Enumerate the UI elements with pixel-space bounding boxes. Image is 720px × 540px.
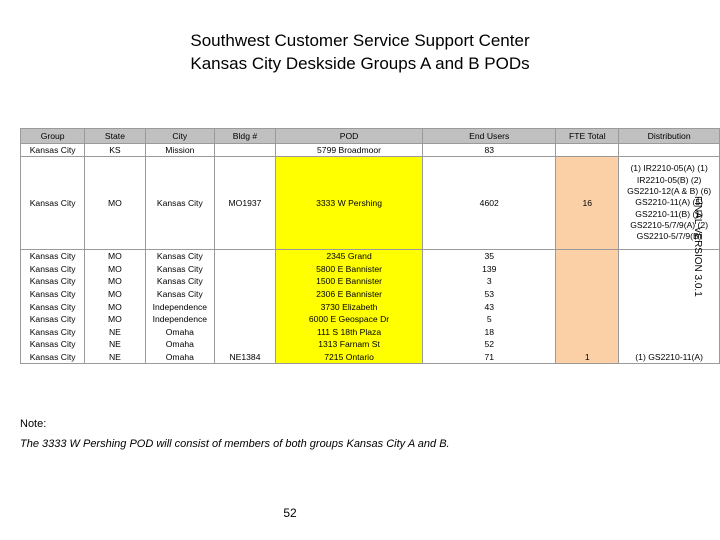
cell-users: 3 [423, 275, 556, 288]
cell-fte-highlighted [556, 288, 619, 301]
cell-pod: 5799 Broadmoor [275, 144, 422, 157]
cell-state: MO [85, 313, 145, 326]
cell-distribution [619, 300, 720, 313]
cell-state: MO [85, 263, 145, 276]
header-state: State [85, 129, 145, 144]
cell-fte-highlighted [556, 300, 619, 313]
cell-bldg [215, 326, 276, 339]
cell-city: Kansas City [145, 288, 214, 301]
table-row [21, 275, 720, 288]
cell-bldg [215, 144, 276, 157]
note-heading: Note: [20, 418, 47, 430]
table-row [21, 263, 720, 276]
cell-pod-highlighted: 2306 E Bannister [275, 288, 422, 301]
cell-bldg [215, 288, 276, 301]
cell-pod-highlighted: 6000 E Geospace Dr [275, 313, 422, 326]
cell-group: Kansas City [21, 351, 85, 364]
header-bldg: Bldg # [215, 129, 276, 144]
cell-fte-highlighted: 16 [556, 157, 619, 250]
cell-city: Omaha [145, 338, 214, 351]
cell-state: NE [85, 351, 145, 364]
cell-fte-highlighted [556, 338, 619, 351]
cell-distribution [619, 144, 720, 157]
table-row [21, 250, 720, 263]
cell-bldg [215, 300, 276, 313]
cell-users: 35 [423, 250, 556, 263]
cell-pod-highlighted: 3333 W Pershing [275, 157, 422, 250]
cell-state: MO [85, 157, 145, 250]
cell-state: NE [85, 326, 145, 339]
cell-pod-highlighted: 1313 Farnam St [275, 338, 422, 351]
cell-state: MO [85, 250, 145, 263]
cell-city: Kansas City [145, 157, 214, 250]
cell-fte-highlighted [556, 275, 619, 288]
cell-group: Kansas City [21, 326, 85, 339]
cell-distribution [619, 326, 720, 339]
cell-city: Omaha [145, 326, 214, 339]
cell-fte-highlighted [556, 263, 619, 276]
cell-bldg: MO1937 [215, 157, 276, 250]
cell-city: Kansas City [145, 263, 214, 276]
cell-bldg [215, 275, 276, 288]
cell-distribution [619, 288, 720, 301]
cell-group: Kansas City [21, 157, 85, 250]
cell-fte-highlighted [556, 326, 619, 339]
version-label: FINAL VERSION 3.0.1 [692, 196, 703, 297]
table-row [21, 300, 720, 313]
table-row [21, 326, 720, 339]
table-row [21, 288, 720, 301]
cell-state: MO [85, 300, 145, 313]
cell-distribution [619, 338, 720, 351]
cell-group: Kansas City [21, 338, 85, 351]
cell-group: Kansas City [21, 313, 85, 326]
cell-group: Kansas City [21, 250, 85, 263]
cell-pod-highlighted: 3730 Elizabeth [275, 300, 422, 313]
pod-table [20, 128, 720, 364]
table-row [21, 144, 720, 157]
cell-pod-highlighted: 5800 E Bannister [275, 263, 422, 276]
cell-users: 83 [423, 144, 556, 157]
header-group: Group [21, 129, 85, 144]
cell-distribution: (1) IR2210-05(A) (1) IR2210-05(B) (2) GS2210-12(A & B) (6) GS2210-11(A) (5) GS2210-11(B) (1) GS2210-5/7/9(A) (2) GS2210-5/7/9(B) [619, 157, 720, 250]
cell-pod-highlighted: 2345 Grand [275, 250, 422, 263]
cell-state: MO [85, 275, 145, 288]
cell-pod-highlighted: 111 S 18th Plaza [275, 326, 422, 339]
header-city: City [145, 129, 214, 144]
cell-bldg [215, 338, 276, 351]
cell-users: 139 [423, 263, 556, 276]
note-body: The 3333 W Pershing POD will consist of members of both groups Kansas City A and B. [20, 438, 450, 450]
cell-bldg: NE1384 [215, 351, 276, 364]
header-fte-total: FTE Total [556, 129, 619, 144]
cell-city: Mission [145, 144, 214, 157]
cell-fte-highlighted [556, 313, 619, 326]
cell-users: 4602 [423, 157, 556, 250]
cell-state: MO [85, 288, 145, 301]
cell-bldg [215, 313, 276, 326]
cell-users: 18 [423, 326, 556, 339]
header-pod: POD [275, 129, 422, 144]
table-header-row [21, 129, 720, 144]
cell-users: 71 [423, 351, 556, 364]
cell-city: Kansas City [145, 275, 214, 288]
cell-group: Kansas City [21, 275, 85, 288]
cell-pod-highlighted: 1500 E Bannister [275, 275, 422, 288]
cell-bldg [215, 250, 276, 263]
cell-users: 43 [423, 300, 556, 313]
cell-bldg [215, 263, 276, 276]
header-end-users: End Users [423, 129, 556, 144]
cell-distribution [619, 250, 720, 263]
cell-users: 52 [423, 338, 556, 351]
header-distribution: Distribution [619, 129, 720, 144]
table-row [21, 338, 720, 351]
cell-fte [556, 144, 619, 157]
cell-fte-highlighted [556, 250, 619, 263]
cell-state: KS [85, 144, 145, 157]
cell-group: Kansas City [21, 300, 85, 313]
cell-users: 53 [423, 288, 556, 301]
cell-fte-highlighted: 1 [556, 351, 619, 364]
cell-group: Kansas City [21, 288, 85, 301]
cell-pod-highlighted: 7215 Ontario [275, 351, 422, 364]
cell-distribution: (1) GS2210-11(A) [619, 351, 720, 364]
cell-state: NE [85, 338, 145, 351]
page-number: 52 [283, 506, 297, 520]
cell-distribution [619, 275, 720, 288]
cell-group: Kansas City [21, 144, 85, 157]
cell-city: Independence [145, 313, 214, 326]
table-row [21, 157, 720, 250]
table-row [21, 313, 720, 326]
cell-group: Kansas City [21, 263, 85, 276]
table-row [21, 351, 720, 364]
page-subtitle: Kansas City Deskside Groups A and B PODs [190, 54, 530, 73]
page-title: Southwest Customer Service Support Center [190, 31, 530, 50]
cell-distribution [619, 313, 720, 326]
cell-city: Kansas City [145, 250, 214, 263]
cell-city: Omaha [145, 351, 214, 364]
cell-city: Independence [145, 300, 214, 313]
cell-distribution [619, 263, 720, 276]
cell-users: 5 [423, 313, 556, 326]
